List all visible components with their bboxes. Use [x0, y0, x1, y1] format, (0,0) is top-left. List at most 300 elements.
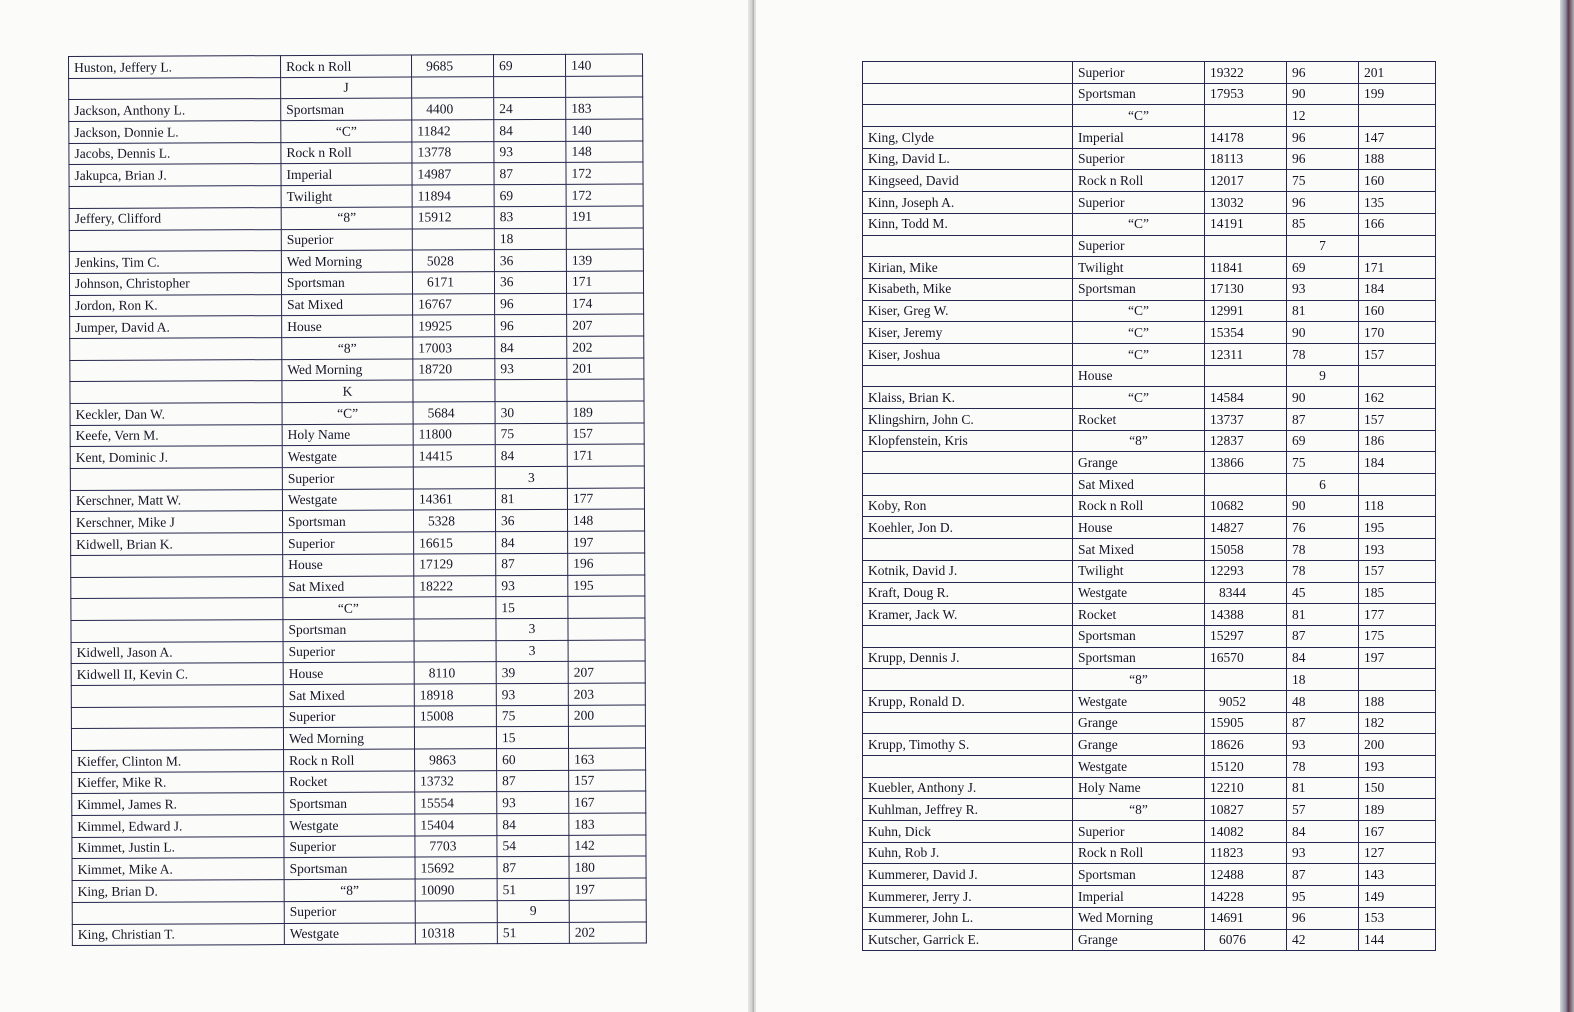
- games-cell: 81: [495, 488, 567, 510]
- average-cell: 191: [566, 206, 643, 228]
- pins-cell: 15404: [415, 814, 497, 836]
- games-cell: 84: [1287, 821, 1359, 843]
- games-cell: 3: [495, 466, 567, 488]
- table-row: [863, 734, 1436, 756]
- pins-cell: 15912: [412, 206, 494, 228]
- games-cell: [494, 76, 566, 98]
- pins-cell: [413, 380, 495, 402]
- league-cell: “8”: [1073, 430, 1205, 452]
- table-row: [72, 770, 646, 794]
- bowler-name-cell: Kiser, Joshua: [863, 343, 1073, 365]
- games-cell: 84: [1287, 647, 1359, 669]
- games-cell: 85: [1287, 213, 1359, 235]
- games-cell: 69: [494, 184, 566, 206]
- games-cell: 6: [1287, 474, 1359, 496]
- average-cell: 139: [566, 249, 643, 271]
- bowler-name-cell: Kimmet, Justin L.: [72, 836, 284, 859]
- pins-cell: 14584: [1205, 387, 1287, 409]
- letter-section-row: [70, 379, 644, 403]
- average-cell: 171: [1359, 257, 1436, 279]
- league-cell: Sportsman: [282, 510, 413, 532]
- games-cell: 87: [494, 163, 566, 185]
- games-cell: 95: [1287, 886, 1359, 908]
- bowler-name-cell: Kimmel, James R.: [72, 793, 284, 816]
- league-cell: Sat Mixed: [1073, 539, 1205, 561]
- table-row: [863, 604, 1436, 626]
- league-cell: Superior: [281, 228, 412, 250]
- league-cell: Rocket: [1073, 604, 1205, 626]
- bowler-name-cell: [71, 619, 283, 642]
- games-cell: 83: [494, 206, 566, 228]
- table-row: [863, 582, 1436, 604]
- table-row: [863, 257, 1436, 279]
- bowler-name-cell: [863, 669, 1073, 691]
- games-cell: 90: [1287, 495, 1359, 517]
- pins-cell: 10682: [1205, 495, 1287, 517]
- average-cell: 202: [569, 921, 646, 943]
- games-cell: 9: [1287, 365, 1359, 387]
- league-cell: Sportsman: [283, 619, 414, 641]
- pins-cell: 14361: [413, 488, 495, 510]
- games-cell: 96: [495, 293, 567, 315]
- average-cell: 127: [1359, 842, 1436, 864]
- pins-cell: 12311: [1205, 343, 1287, 365]
- pins-cell: 15297: [1205, 625, 1287, 647]
- league-cell: Superior: [1073, 235, 1205, 257]
- bowler-name-cell: Kidwell, Jason A.: [71, 641, 283, 664]
- bowler-name-cell: [69, 77, 281, 100]
- games-cell: 30: [495, 401, 567, 423]
- average-cell: 171: [567, 444, 644, 466]
- average-cell: 201: [567, 358, 644, 380]
- pins-cell: 12293: [1205, 560, 1287, 582]
- games-cell: 75: [496, 705, 568, 727]
- pins-cell: [414, 640, 496, 662]
- league-cell: House: [283, 662, 414, 684]
- pins-cell: [1205, 474, 1287, 496]
- bowler-name-cell: Jacobs, Dennis L.: [69, 142, 281, 165]
- bowler-name-cell: [863, 105, 1073, 127]
- average-cell: [567, 379, 644, 401]
- average-cell: [568, 726, 645, 748]
- pins-cell: 4400: [412, 98, 494, 120]
- pins-cell: 14987: [412, 163, 494, 185]
- pins-cell: 15354: [1205, 322, 1287, 344]
- average-cell: 160: [1359, 300, 1436, 322]
- table-row: [70, 314, 644, 338]
- games-cell: 51: [497, 878, 569, 900]
- average-cell: 193: [1359, 756, 1436, 778]
- bowler-name-cell: Kummerer, John L.: [863, 907, 1073, 929]
- average-cell: 174: [567, 293, 644, 315]
- games-cell: 84: [495, 445, 567, 467]
- bowler-name-cell: Kidwell II, Kevin C.: [71, 663, 283, 686]
- pins-cell: 17003: [413, 337, 495, 359]
- league-cell: “C”: [1073, 300, 1205, 322]
- games-cell: 81: [1287, 604, 1359, 626]
- games-cell: 90: [1287, 387, 1359, 409]
- games-cell: 9: [497, 900, 569, 922]
- average-cell: [1359, 365, 1436, 387]
- pins-cell: 18918: [414, 684, 496, 706]
- table-row: [71, 640, 645, 664]
- pins-cell: 11894: [412, 185, 494, 207]
- league-cell: House: [283, 554, 414, 576]
- table-row: [863, 625, 1436, 647]
- pins-cell: 7703: [415, 835, 497, 857]
- table-row: [70, 401, 644, 425]
- league-cell: Westgate: [282, 489, 413, 511]
- table-row: [71, 726, 645, 750]
- pins-cell: 12017: [1205, 170, 1287, 192]
- pins-cell: [414, 597, 496, 619]
- league-cell: Grange: [1073, 712, 1205, 734]
- league-cell: “C”: [1073, 213, 1205, 235]
- games-cell: 78: [1287, 560, 1359, 582]
- bowler-name-cell: Jakupca, Brian J.: [69, 164, 281, 187]
- league-cell: “C”: [1073, 387, 1205, 409]
- league-cell: Sat Mixed: [283, 684, 414, 706]
- games-cell: 96: [1287, 192, 1359, 214]
- games-cell: 96: [1287, 148, 1359, 170]
- league-cell: Superior: [1073, 148, 1205, 170]
- average-cell: [568, 618, 645, 640]
- average-cell: 177: [567, 488, 644, 510]
- bowler-name-cell: King, Christian T.: [72, 923, 284, 946]
- pins-cell: 6076: [1205, 929, 1287, 951]
- bowler-name-cell: [70, 381, 282, 404]
- pins-cell: 10090: [415, 879, 497, 901]
- league-cell: Rock n Roll: [281, 55, 412, 77]
- pins-cell: [1205, 365, 1287, 387]
- league-cell: Rocket: [1073, 409, 1205, 431]
- table-row: [72, 878, 646, 902]
- bowler-name-cell: Kuhlman, Jeffrey R.: [863, 799, 1073, 821]
- average-cell: 207: [568, 661, 645, 683]
- games-cell: 3: [496, 618, 568, 640]
- bowler-name-cell: Kotnik, David J.: [863, 560, 1073, 582]
- bowler-name-cell: Jumper, David A.: [70, 316, 282, 339]
- pins-cell: 13778: [412, 141, 494, 163]
- games-cell: 93: [497, 792, 569, 814]
- league-cell: Wed Morning: [282, 359, 413, 381]
- games-cell: 75: [1287, 170, 1359, 192]
- table-row: [863, 430, 1436, 452]
- league-cell: “8”: [1073, 799, 1205, 821]
- pins-cell: [1205, 105, 1287, 127]
- bowler-name-cell: Keckler, Dan W.: [70, 403, 282, 426]
- average-cell: 148: [567, 509, 644, 531]
- games-cell: 81: [1287, 777, 1359, 799]
- league-cell: Superior: [1073, 821, 1205, 843]
- bowler-name-cell: Krupp, Timothy S.: [863, 734, 1073, 756]
- bowler-name-cell: Kidwell, Brian K.: [71, 533, 283, 556]
- average-cell: 153: [1359, 907, 1436, 929]
- pins-cell: 14178: [1205, 127, 1287, 149]
- league-cell: Superior: [282, 467, 413, 489]
- games-cell: 48: [1287, 690, 1359, 712]
- average-cell: 196: [568, 553, 645, 575]
- league-cell: “C”: [282, 402, 413, 424]
- average-cell: 157: [567, 423, 644, 445]
- league-cell: Westgate: [284, 922, 415, 944]
- pins-cell: 17129: [414, 553, 496, 575]
- average-cell: [567, 466, 644, 488]
- average-cell: 157: [1359, 343, 1436, 365]
- bowler-name-cell: Koby, Ron: [863, 495, 1073, 517]
- bowler-name-cell: Klaiss, Brian K.: [863, 387, 1073, 409]
- pins-cell: [414, 727, 496, 749]
- table-row: [863, 907, 1436, 929]
- games-cell: 96: [1287, 907, 1359, 929]
- games-cell: 36: [494, 250, 566, 272]
- games-cell: 84: [497, 813, 569, 835]
- average-cell: 163: [569, 748, 646, 770]
- table-row: [863, 148, 1436, 170]
- pins-cell: 16570: [1205, 647, 1287, 669]
- games-cell: 15: [496, 597, 568, 619]
- table-row: [863, 300, 1436, 322]
- table-row: [863, 343, 1436, 365]
- games-cell: 93: [496, 575, 568, 597]
- league-cell: Westgate: [284, 814, 415, 836]
- games-cell: 76: [1287, 517, 1359, 539]
- table-row: [69, 206, 643, 230]
- table-row: [863, 192, 1436, 214]
- league-cell: “8”: [1073, 669, 1205, 691]
- table-row: [863, 560, 1436, 582]
- pins-cell: 15008: [414, 705, 496, 727]
- table-row: [863, 842, 1436, 864]
- league-cell: Rock n Roll: [1073, 842, 1205, 864]
- pins-cell: 15554: [415, 792, 497, 814]
- bowler-name-cell: [71, 706, 283, 729]
- average-cell: [1359, 105, 1436, 127]
- league-cell: Sportsman: [284, 857, 415, 879]
- bowler-name-cell: [863, 539, 1073, 561]
- league-cell: Superior: [284, 836, 415, 858]
- page-edge: [1560, 0, 1574, 1012]
- league-cell: “8”: [281, 207, 412, 229]
- average-cell: 140: [565, 54, 642, 76]
- average-cell: 118: [1359, 495, 1436, 517]
- table-row: [71, 574, 645, 598]
- league-cell: Sat Mixed: [1073, 474, 1205, 496]
- table-row: [69, 141, 643, 165]
- bowler-name-cell: [863, 756, 1073, 778]
- games-cell: 90: [1287, 83, 1359, 105]
- average-cell: 195: [568, 574, 645, 596]
- table-row: [72, 813, 646, 837]
- table-row: [863, 474, 1436, 496]
- pins-cell: 17130: [1205, 278, 1287, 300]
- average-cell: 183: [566, 97, 643, 119]
- games-cell: 96: [1287, 62, 1359, 84]
- bowler-name-cell: Kerschner, Mike J: [70, 511, 282, 534]
- games-cell: 54: [497, 835, 569, 857]
- table-row: [863, 235, 1436, 257]
- average-cell: 189: [567, 401, 644, 423]
- table-row: [71, 705, 645, 729]
- pins-cell: 18626: [1205, 734, 1287, 756]
- average-cell: 197: [569, 878, 646, 900]
- table-row: [863, 127, 1436, 149]
- pins-cell: 15120: [1205, 756, 1287, 778]
- table-row: [863, 62, 1436, 84]
- league-cell: Superior: [1073, 192, 1205, 214]
- average-cell: 186: [1359, 430, 1436, 452]
- table-row: [70, 358, 644, 382]
- average-cell: [569, 900, 646, 922]
- games-cell: 84: [494, 119, 566, 141]
- games-cell: 93: [1287, 734, 1359, 756]
- average-cell: 197: [568, 531, 645, 553]
- table-row: [72, 921, 646, 945]
- bowler-name-cell: Jackson, Anthony L.: [69, 99, 281, 122]
- average-cell: 175: [1359, 625, 1436, 647]
- bowler-name-cell: Kiser, Jeremy: [863, 322, 1073, 344]
- games-cell: 87: [1287, 625, 1359, 647]
- league-cell: Rock n Roll: [281, 142, 412, 164]
- games-cell: 69: [1287, 430, 1359, 452]
- average-cell: 157: [1359, 560, 1436, 582]
- average-cell: 162: [1359, 387, 1436, 409]
- bowler-name-cell: Jackson, Donnie L.: [69, 121, 281, 144]
- bowler-name-cell: King, Clyde: [863, 127, 1073, 149]
- bowler-name-cell: Klopfenstein, Kris: [863, 430, 1073, 452]
- pins-cell: 13032: [1205, 192, 1287, 214]
- league-cell: Superior: [283, 532, 414, 554]
- bowler-name-cell: [863, 452, 1073, 474]
- pins-cell: 12991: [1205, 300, 1287, 322]
- bowler-name-cell: Kerschner, Matt W.: [70, 489, 282, 512]
- pins-cell: [1205, 669, 1287, 691]
- games-cell: 84: [495, 336, 567, 358]
- average-cell: [566, 227, 643, 249]
- average-cell: [568, 596, 645, 618]
- average-cell: 207: [567, 314, 644, 336]
- league-cell: Sportsman: [284, 792, 415, 814]
- bowler-name-cell: Kimmel, Edward J.: [72, 815, 284, 838]
- pins-cell: 9685: [411, 55, 493, 77]
- games-cell: 87: [497, 857, 569, 879]
- league-cell: “C”: [283, 597, 414, 619]
- bowler-name-cell: Kraft, Doug R.: [863, 582, 1073, 604]
- games-cell: 78: [1287, 539, 1359, 561]
- games-cell: 69: [493, 54, 565, 76]
- bowler-name-cell: [70, 359, 282, 382]
- league-cell: Rock n Roll: [1073, 170, 1205, 192]
- bowler-name-cell: Kuhn, Rob J.: [863, 842, 1073, 864]
- pins-cell: 14082: [1205, 821, 1287, 843]
- bowler-name-cell: Kimmet, Mike A.: [72, 858, 284, 881]
- league-cell: Holy Name: [1073, 777, 1205, 799]
- games-cell: 84: [496, 531, 568, 553]
- pins-cell: 19322: [1205, 62, 1287, 84]
- table-row: [70, 444, 644, 468]
- bowler-name-cell: Kinn, Joseph A.: [863, 192, 1073, 214]
- league-cell: “C”: [1073, 105, 1205, 127]
- average-cell: 199: [1359, 83, 1436, 105]
- bowler-name-cell: [863, 62, 1073, 84]
- games-cell: 7: [1287, 235, 1359, 257]
- league-cell: Holy Name: [282, 424, 413, 446]
- games-cell: 24: [494, 98, 566, 120]
- average-cell: 183: [569, 813, 646, 835]
- table-row: [71, 683, 645, 707]
- section-letter: J: [281, 77, 412, 99]
- games-cell: 87: [496, 553, 568, 575]
- bowler-name-cell: Klingshirn, John C.: [863, 409, 1073, 431]
- table-row: [71, 553, 645, 577]
- average-cell: 142: [569, 835, 646, 857]
- league-cell: Sportsman: [1073, 625, 1205, 647]
- table-row: [863, 365, 1436, 387]
- pins-cell: 11841: [1205, 257, 1287, 279]
- average-cell: 188: [1359, 148, 1436, 170]
- bowler-name-cell: [69, 186, 281, 209]
- pins-cell: 10318: [415, 922, 497, 944]
- average-cell: 171: [566, 271, 643, 293]
- bowler-name-cell: Jenkins, Tim C.: [69, 251, 281, 274]
- table-row: [863, 213, 1436, 235]
- bowler-name-cell: [71, 685, 283, 708]
- league-cell: Twilight: [1073, 560, 1205, 582]
- league-cell: Imperial: [281, 163, 412, 185]
- pins-cell: 5328: [413, 510, 495, 532]
- games-cell: 87: [1287, 864, 1359, 886]
- bowler-name-cell: Kingseed, David: [863, 170, 1073, 192]
- table-row: [863, 409, 1436, 431]
- pins-cell: [1205, 235, 1287, 257]
- league-cell: “C”: [1073, 322, 1205, 344]
- pins-cell: 18113: [1205, 148, 1287, 170]
- bowler-name-cell: King, Brian D.: [72, 880, 284, 903]
- table-row: [863, 929, 1436, 951]
- games-cell: 81: [1287, 300, 1359, 322]
- average-cell: 180: [569, 856, 646, 878]
- average-cell: [1359, 235, 1436, 257]
- pins-cell: 8110: [414, 662, 496, 684]
- league-cell: Westgate: [1073, 756, 1205, 778]
- average-cell: 149: [1359, 886, 1436, 908]
- average-cell: 172: [566, 162, 643, 184]
- league-cell: Grange: [1073, 929, 1205, 951]
- table-row: [70, 466, 644, 490]
- games-cell: 15: [496, 727, 568, 749]
- table-row: [72, 856, 646, 880]
- bowler-name-cell: [71, 554, 283, 577]
- table-row: [70, 293, 644, 317]
- average-cell: 167: [1359, 821, 1436, 843]
- league-cell: Grange: [1073, 734, 1205, 756]
- pins-cell: 10827: [1205, 799, 1287, 821]
- games-cell: 90: [1287, 322, 1359, 344]
- table-row: [863, 777, 1436, 799]
- games-cell: 51: [497, 922, 569, 944]
- average-cell: 157: [569, 770, 646, 792]
- average-cell: 148: [566, 141, 643, 163]
- letter-section-row: [69, 76, 643, 100]
- pins-cell: 14388: [1205, 604, 1287, 626]
- games-cell: 57: [1287, 799, 1359, 821]
- bowler-name-cell: Kiser, Greg W.: [863, 300, 1073, 322]
- bowler-name-cell: Kutscher, Garrick E.: [863, 929, 1073, 951]
- table-row: [70, 509, 644, 533]
- average-cell: [566, 76, 643, 98]
- games-cell: 75: [1287, 452, 1359, 474]
- games-cell: 87: [1287, 712, 1359, 734]
